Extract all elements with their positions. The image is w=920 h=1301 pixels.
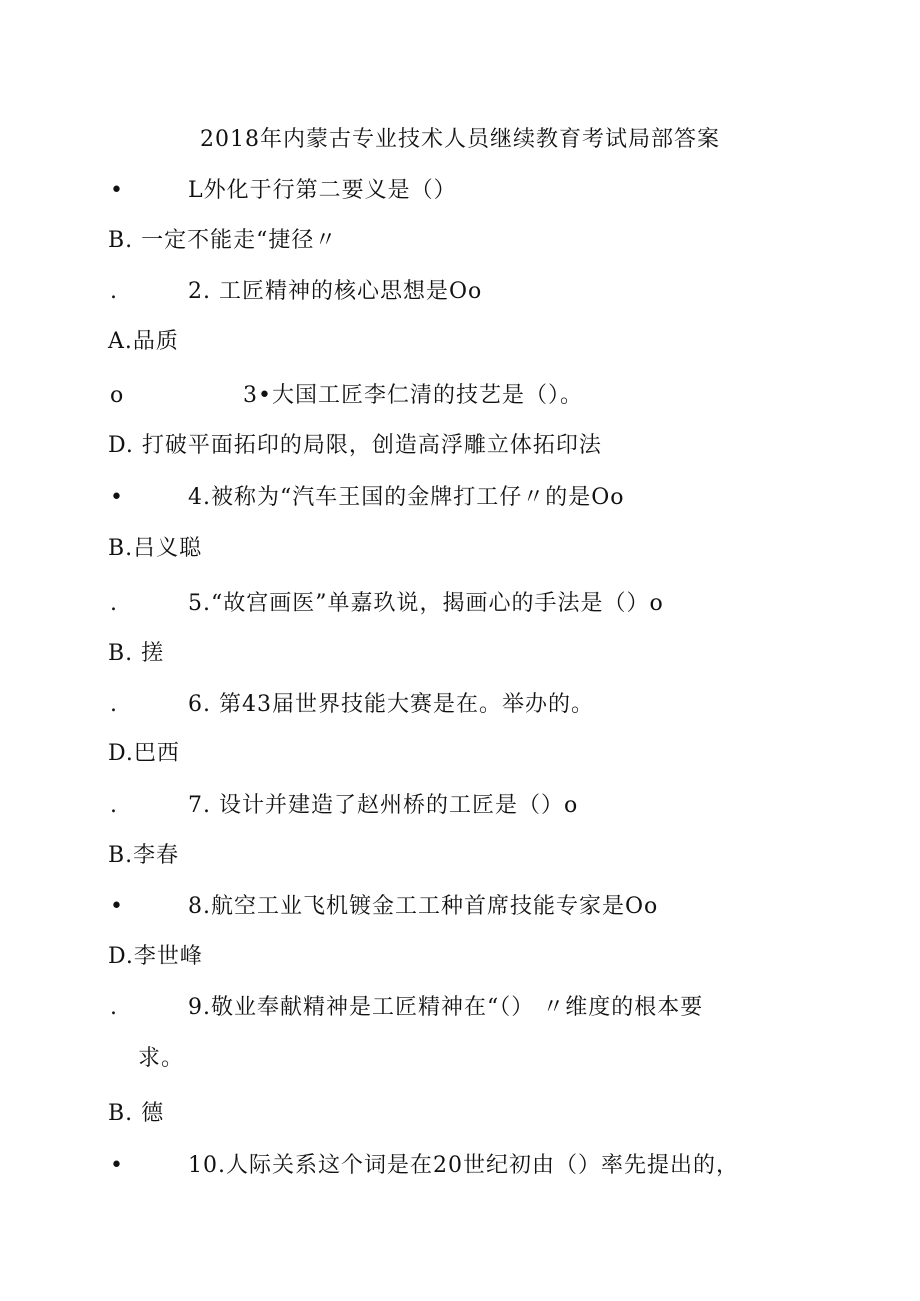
question-text: 8.航空工业飞机镀金工工种首席技能专家是Oo (188, 894, 659, 919)
bullet-marker: . (110, 279, 117, 304)
answer-4 (0, 532, 920, 566)
question-5 (0, 587, 920, 621)
question-2 (0, 275, 920, 309)
question-7 (0, 789, 920, 823)
answer-text: D. 打破平面拓印的局限，创造高浮雕立体拓印法 (108, 433, 602, 458)
bullet-marker: • (110, 894, 123, 919)
answer-text: B.吕义聪 (108, 536, 203, 561)
answer-5 (0, 637, 920, 671)
question-9 (0, 991, 920, 1025)
answer-text: B. 一定不能走“捷径〃 (108, 228, 338, 253)
answer-text: B.李春 (108, 843, 180, 868)
question-text: 5.“故宫画医”单嘉玖说，揭画心的手法是（）o (188, 591, 664, 616)
bullet-marker: . (110, 793, 117, 818)
answer-text: D.李世峰 (108, 944, 203, 969)
bullet-marker: . (110, 591, 117, 616)
question-text: 3•大国工匠李仁清的技艺是（）。 (243, 383, 583, 408)
question-text: 10.人际关系这个词是在20世纪初由（）率先提出的， (188, 1153, 739, 1178)
question-text: 4.被称为“汽车王国的金牌打工仔〃的是Oo (188, 485, 625, 510)
answer-text: B. 德 (108, 1101, 165, 1126)
question-text: L外化于行第二要义是（） (188, 178, 457, 203)
answer-text: A.品质 (108, 329, 179, 354)
answer-2 (0, 325, 920, 359)
answer-7 (0, 839, 920, 873)
question-4 (0, 481, 920, 515)
bullet-marker: . (110, 995, 117, 1020)
answer-3 (0, 429, 920, 463)
bullet-marker: • (110, 485, 123, 510)
bullet-marker: • (110, 1153, 123, 1178)
question-6 (0, 688, 920, 722)
question-text: 2. 工匠精神的核心思想是Oo (188, 279, 483, 304)
question-9-continuation (0, 1042, 920, 1076)
bullet-marker: o (110, 383, 124, 408)
answer-9 (0, 1097, 920, 1131)
question-text: 7. 设计并建造了赵州桥的工匠是（）o (188, 793, 579, 818)
question-1 (0, 174, 920, 208)
answer-1 (0, 224, 920, 258)
document-title: 2018年内蒙古专业技术人员继续教育考试局部答案 (200, 127, 720, 152)
bullet-marker: . (110, 692, 117, 717)
question-10 (0, 1149, 920, 1183)
bullet-marker: • (110, 178, 123, 203)
answer-8 (0, 940, 920, 974)
question-text-continuation: 求。 (138, 1046, 185, 1071)
question-8 (0, 890, 920, 924)
question-text: 9.敬业奉献精神是工匠精神在“（） 〃维度的根本要 (188, 995, 704, 1020)
answer-text: D.巴西 (108, 741, 180, 766)
question-text: 6. 第43届世界技能大赛是在。举办的。 (188, 692, 594, 717)
answer-6 (0, 737, 920, 771)
question-3 (0, 379, 920, 413)
answer-text: B. 搓 (108, 641, 165, 666)
